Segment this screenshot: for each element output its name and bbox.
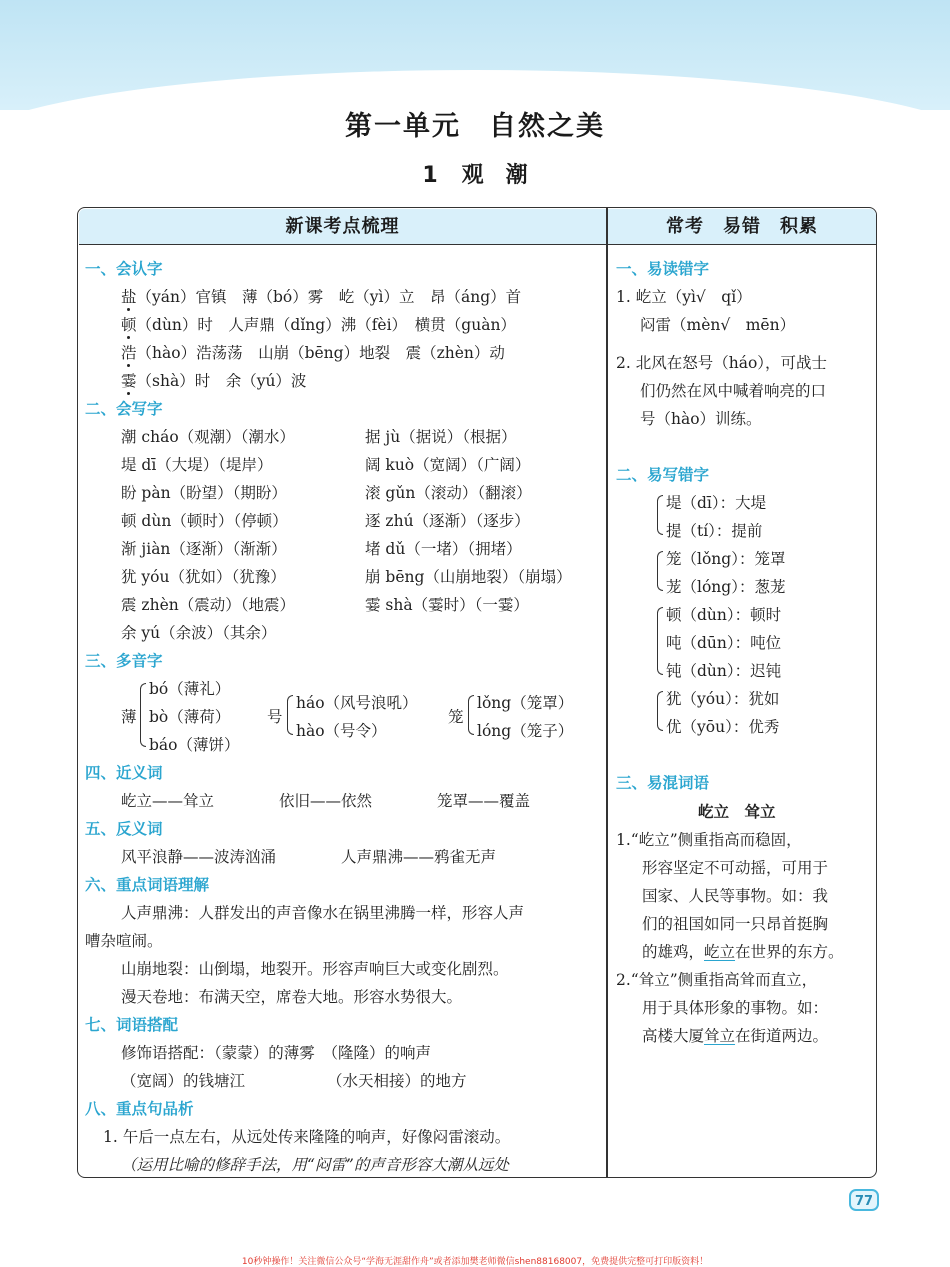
misread-item: 闷雷（mèn√ mēn） [640,316,796,334]
synonym-pair: 笼罩——覆盖 [437,792,531,810]
section-heading-misread: 一、易读错字 [616,260,710,278]
polyphone-char: 号 [267,708,283,726]
unit-theme: 自然之美 [489,111,605,142]
brace-icon [657,551,663,591]
polyphone-char: 薄 [121,708,137,726]
misread-item: 2. 北风在怒号（háo），可战士 [616,354,828,372]
underlined-word: 屹立 [704,943,736,961]
polyphone-reading: báo（薄饼） [149,736,240,754]
write-item: 渐 jiàn（逐渐）（渐渐） [121,540,287,558]
word-explanation: 山崩地裂：山倒塌，地裂开。形容声响巨大或变化剧烈。 [121,960,509,978]
collocation-line: （水天相接）的地方 [327,1072,467,1090]
explanation-line: 国家、人民等事物。如：我 [642,887,829,905]
write-item: 震 zhèn（震动）（地震） [121,596,295,614]
left-column-heading: 新课考点梳理 [79,209,606,245]
write-item: 崩 bēng（山崩地裂）（崩塌） [365,568,572,586]
line-text: （hào）浩荡荡 山崩（bēng）地裂 震（zhèn）动 [136,344,505,362]
miswrite-item: 堤（dī）：大堤 [666,494,767,512]
write-item: 余 yú（余波）（其余） [121,624,277,642]
lesson-number: 1 [422,163,438,188]
explanation-line [642,1024,828,1046]
polyphone-reading: hào（号令） [296,722,387,740]
section-heading-recognize: 一、会认字 [85,260,163,278]
text-fragment: 的雄鸡， [642,943,705,961]
polyphone-char: 笼 [448,708,464,726]
explanation-line: 用于具体形象的事物。如： [642,999,829,1017]
section-heading-antonyms: 五、反义词 [85,820,163,838]
text-fragment: 在世界的东方。 [735,943,844,961]
miswrite-item: 吨（dūn）：吨位 [666,634,782,652]
recognize-line [121,285,521,307]
explanation-line [642,940,844,962]
brace-icon [140,683,146,747]
section-heading-key-words: 六、重点词语理解 [85,876,210,894]
sentence-line: （运用比喻的修辞手法，用“闷雷”的声音形容大潮从远处 [121,1156,509,1174]
dotted-char: 顿 [121,316,137,334]
polyphone-reading: lóng（笼子） [477,722,574,740]
text-fragment: 在街道两边。 [735,1027,829,1045]
collocation-line: （宽阔）的钱塘江 [121,1072,246,1090]
miswrite-item: 茏（lóng）：葱茏 [666,578,786,596]
line-text: （shà）时 余（yú）波 [136,372,307,390]
brace-icon [287,695,293,735]
miswrite-item: 笼（lǒng）：笼罩 [666,550,786,568]
polyphone-reading: háo（风号浪吼） [296,694,418,712]
write-item: 潮 cháo（观潮）（潮水） [121,428,295,446]
brace-icon [657,607,663,675]
word-explanation: 嘈杂喧闹。 [85,932,163,950]
word-explanation: 人声鼎沸：人群发出的声音像水在锅里沸腾一样，形容人声 [121,904,525,922]
write-item: 据 jù（据说）（根据） [365,428,517,446]
misread-item: 号（hào）训练。 [640,410,762,428]
brace-icon [657,691,663,731]
page-number: 77 [849,1189,879,1211]
brace-icon [468,695,474,735]
miswrite-item: 提（tí）：提前 [666,522,763,540]
synonym-pair: 依旧——依然 [279,792,373,810]
lesson-title [0,158,950,189]
write-item: 阔 kuò（宽阔）（广阔） [365,456,531,474]
footer-notice: 10秒钟操作！关注微信公众号“学海无涯甜作舟”或者添加樊老师微信shen88168007，免费提供完整可打印版资料！ [241,1257,709,1267]
antonym-pair: 风平浪静——波涛汹涌 [121,848,277,866]
miswrite-item: 顿（dùn）：顿时 [666,606,782,624]
polyphone-reading: bó（薄礼） [149,680,231,698]
antonym-pair: 人声鼎沸——鸦雀无声 [341,848,497,866]
explanation-line: 们的祖国如同一只昂首挺胸 [642,915,829,933]
recognize-line [121,369,306,391]
recognize-line [121,341,505,363]
explanation-line: 2.“耸立”侧重指高耸而直立， [616,971,818,989]
recognize-line [121,313,516,335]
miswrite-item: 钝（dùn）：迟钝 [666,662,782,680]
synonym-pair: 屹立——耸立 [121,792,215,810]
line-text: （dùn）时 人声鼎（dǐng）沸（fèi） 横贯（guàn） [136,316,516,334]
word-explanation: 漫天卷地：布满天空，席卷大地。形容水势很大。 [121,988,463,1006]
section-heading-write: 二、会写字 [85,400,163,418]
dotted-char: 霎 [121,372,137,390]
write-item: 滚 gǔn（滚动）（翻滚） [365,484,532,502]
underlined-word: 耸立 [704,1027,736,1045]
explanation-line: 1.“屹立”侧重指高而稳固， [616,831,802,849]
dotted-char: 盐 [121,288,137,306]
right-column-heading: 常考 易错 积累 [608,209,876,245]
section-heading-synonyms: 四、近义词 [85,764,163,782]
section-heading-collocation: 七、词语搭配 [85,1016,179,1034]
write-item: 犹 yóu（犹如）（犹豫） [121,568,286,586]
line-text: （yán）官镇 薄（bó）雾 屹（yì）立 昂（áng）首 [136,288,522,306]
explanation-line: 形容坚定不可动摇，可用于 [642,859,829,877]
dotted-char: 浩 [121,344,137,362]
write-item: 顿 dùn（顿时）（停顿） [121,512,288,530]
write-item: 盼 pàn（盼望）（期盼） [121,484,287,502]
section-heading-miswrite: 二、易写错字 [616,466,710,484]
section-heading-polyphone: 三、多音字 [85,652,163,670]
write-item: 逐 zhú（逐渐）（逐步） [365,512,530,530]
section-heading-sentence: 八、重点句品析 [85,1100,194,1118]
polyphone-reading: lǒng（笼罩） [477,694,574,712]
misread-item: 1. 屹立（yì√ qǐ） [616,288,752,306]
confusing-words-subtitle: 屹立 耸立 [698,803,776,821]
write-item: 霎 shà（霎时）（一霎） [365,596,529,614]
miswrite-item: 犹（yóu）：犹如 [666,690,780,708]
collocation-line: 修饰语搭配：（蒙蒙）的薄雾 （隆隆）的响声 [121,1044,432,1062]
unit-label: 第一单元 [345,111,461,142]
section-heading-confusing-words: 三、易混词语 [616,774,710,792]
misread-item: 们仍然在风中喊着响亮的口 [640,382,827,400]
lesson-name: 观 潮 [461,163,528,188]
column-divider [606,208,608,1177]
write-item: 堵 dǔ（一堵）（拥堵） [365,540,522,558]
text-fragment: 高楼大厦 [642,1027,705,1045]
write-item: 堤 dī（大堤）（堤岸） [121,456,273,474]
unit-title [0,104,950,143]
polyphone-reading: bò（薄荷） [149,708,231,726]
sentence-line: 1. 午后一点左右，从远处传来隆隆的响声，好像闷雷滚动。 [103,1128,511,1146]
miswrite-item: 优（yōu）：优秀 [666,718,780,736]
brace-icon [657,495,663,535]
